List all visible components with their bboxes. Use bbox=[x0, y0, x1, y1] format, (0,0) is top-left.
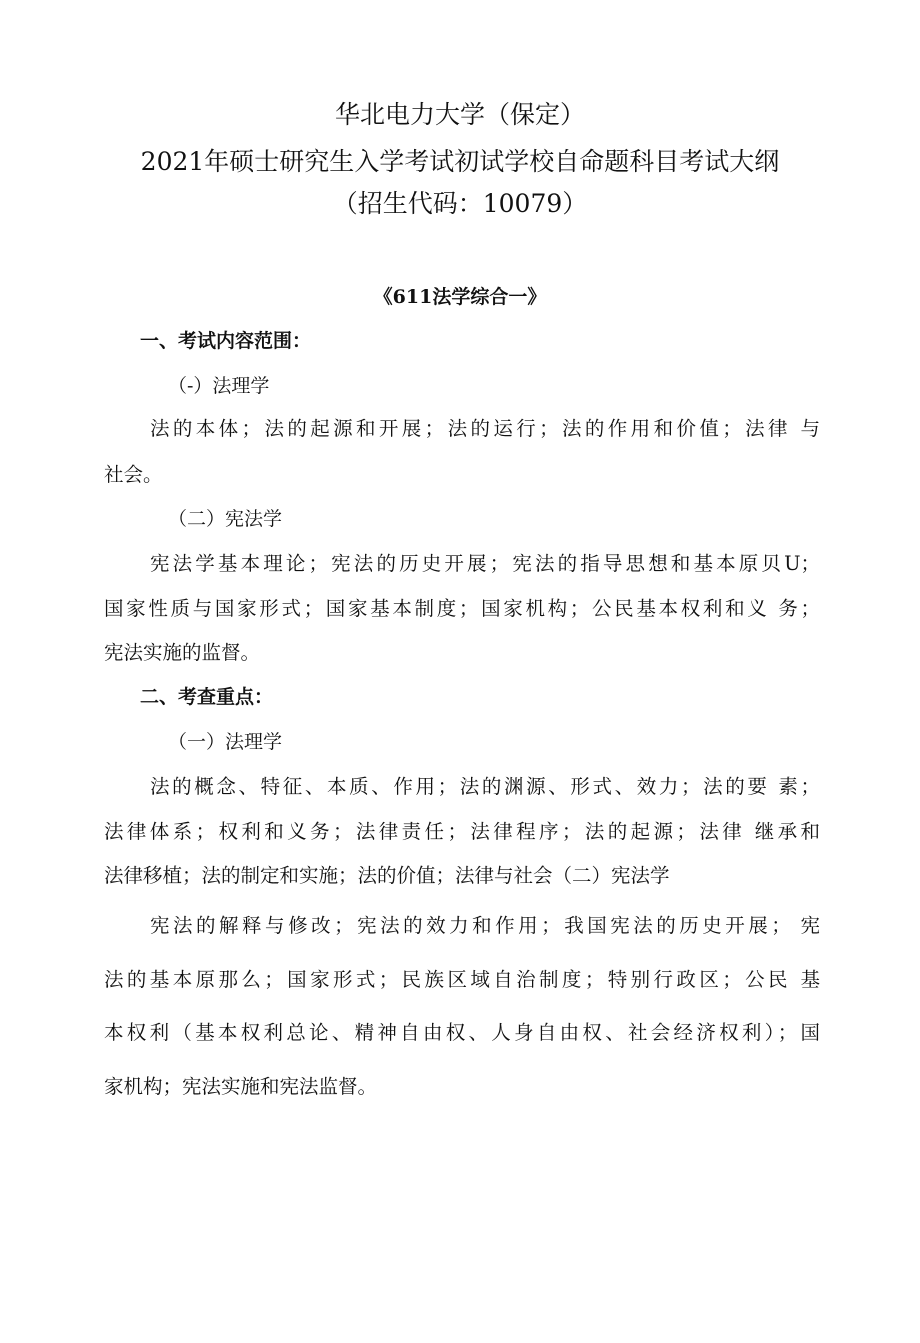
exam-outline-title: 2021年硕士研究生入学考试初试学校自命题科目考试大纲 bbox=[140, 147, 780, 176]
paragraph-line: 宪法实施的监督。 bbox=[104, 641, 261, 664]
paragraph-line: 法的本体；法的起源和开展；法的运行；法的作用和价值；法律 与 bbox=[150, 417, 820, 440]
paragraph-line: 法的概念、特征、本质、作用；法的渊源、形式、效力；法的要 素； bbox=[150, 775, 820, 798]
paragraph-line: 社会。 bbox=[104, 463, 163, 486]
paragraph-line: 法律移植；法的制定和实施；法的价值；法律与社会（二）宪法学 bbox=[104, 864, 670, 887]
subsection-title-constitution: （二）宪法学 bbox=[168, 508, 283, 530]
paragraph-line: 法的基本原那么；国家形式；民族区域自治制度；特别行政区；公民 基 bbox=[104, 968, 820, 991]
paragraph-line: 法律体系；权利和义务；法律责任；法律程序；法的起源；法律 继承和 bbox=[104, 820, 820, 843]
enrollment-code: （招生代码：10079） bbox=[332, 189, 588, 218]
subject-title: 《611法学综合一》 bbox=[373, 286, 547, 308]
section-heading-scope: 一、考试内容范围： bbox=[140, 330, 312, 352]
paragraph-line: 家机构；宪法实施和宪法监督。 bbox=[104, 1075, 378, 1098]
subsection-title-jurisprudence: （-）法理学 bbox=[168, 375, 270, 397]
paragraph-line: 宪法学基本理论；宪法的历史开展；宪法的指导思想和基本原贝U； bbox=[150, 552, 820, 575]
paragraph-line: 本权利（基本权利总论、精神自由权、人身自由权、社会经济权利）；国 bbox=[104, 1021, 820, 1044]
paragraph-line: 宪法的解释与修改；宪法的效力和作用；我国宪法的历史开展； 宪 bbox=[150, 914, 820, 937]
paragraph-line: 国家性质与国家形式；国家基本制度；国家机构；公民基本权利和义 务； bbox=[104, 597, 820, 620]
subsection-title-jurisprudence: （一）法理学 bbox=[168, 731, 283, 753]
university-title: 华北电力大学（保定） bbox=[334, 100, 585, 129]
section-heading-key-points: 二、考查重点： bbox=[140, 686, 274, 708]
